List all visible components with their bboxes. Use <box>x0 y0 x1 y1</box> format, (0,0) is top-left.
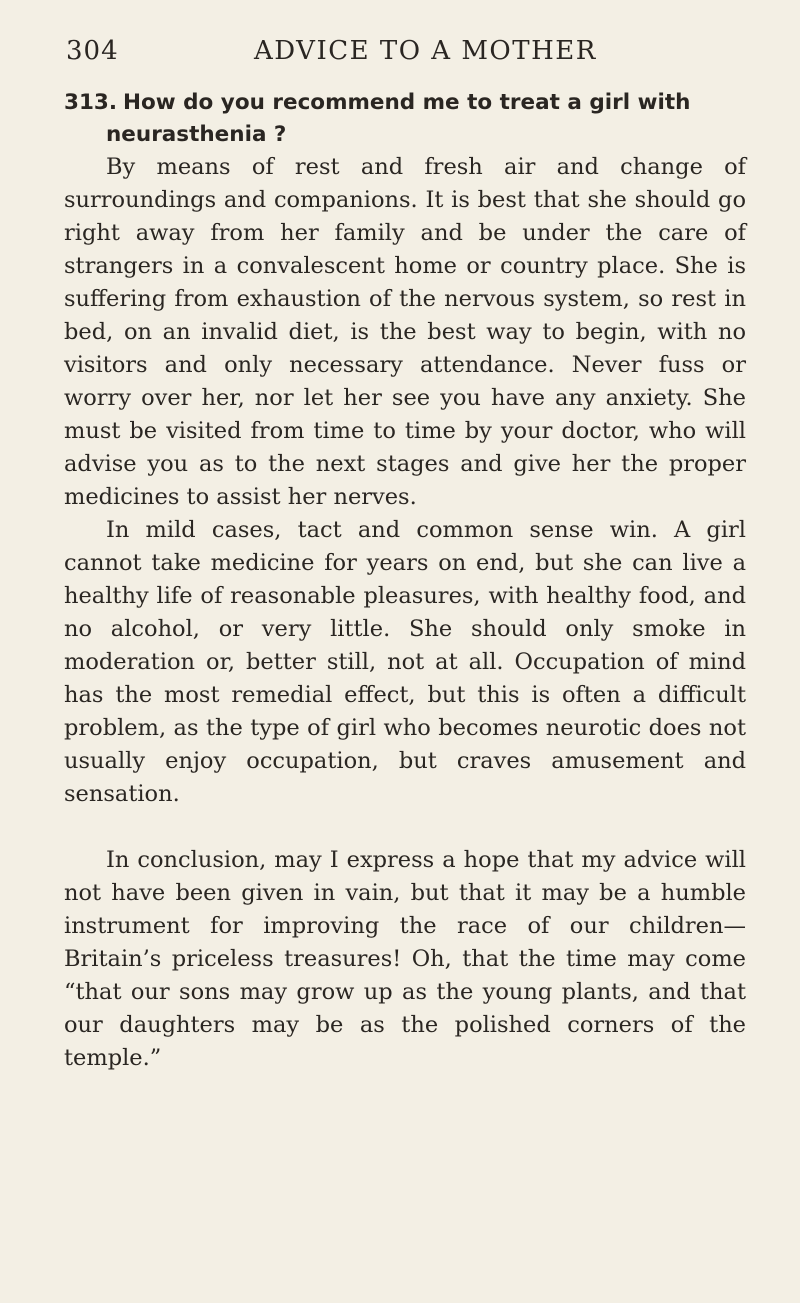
page-number: 304 <box>66 36 119 66</box>
running-title: ADVICE TO A MOTHER <box>254 36 597 66</box>
question-text-line1: How do you recommend me to treat a girl with <box>123 90 691 115</box>
question-text-line2: neurasthenia ? <box>106 122 287 147</box>
book-page <box>64 30 746 1075</box>
conclusion-paragraph: In conclusion, may I express a hope that my advice will not have been given in vain, but that it may be a humble instrument for improving the race of our children—Britain’s priceless treasures! Oh, that the time may come “that our sons may grow up as the young plants, and that our daughters may be as the polished corners of the temple.” <box>64 847 746 1071</box>
answer-paragraph-1: By means of rest and fresh air and change of surroundings and companions. It is best that she should go right away from her family and be under the care of strangers in a convalescent home or country place. She is suffering from exhaustion of the nervous system, so rest in bed, on an invalid diet, is the best way to begin, with no visitors and only necessary attendance. Never fuss or worry over her, nor let her see you have any anxiety. She must be visited from time to time by your doctor, who will advise you as to the next stages and give her the proper medicines to assist her nerves. <box>64 154 746 510</box>
running-head <box>64 30 746 74</box>
question-number: 313. <box>64 90 118 115</box>
question-heading <box>64 87 746 151</box>
answer-paragraph-2: In mild cases, tact and common sense win. A girl cannot take medicine for years on end, but she can live a healthy life of reasonable pleasures, with healthy food, and no alcohol, or very little. She should only smoke in moderation or, better still, not at all. Occupation of mind has the most remedial effect, but this is often a difficult problem, as the type of girl who becomes neurotic does not usually enjoy occupation, but craves amusement and sensation. <box>64 517 746 807</box>
